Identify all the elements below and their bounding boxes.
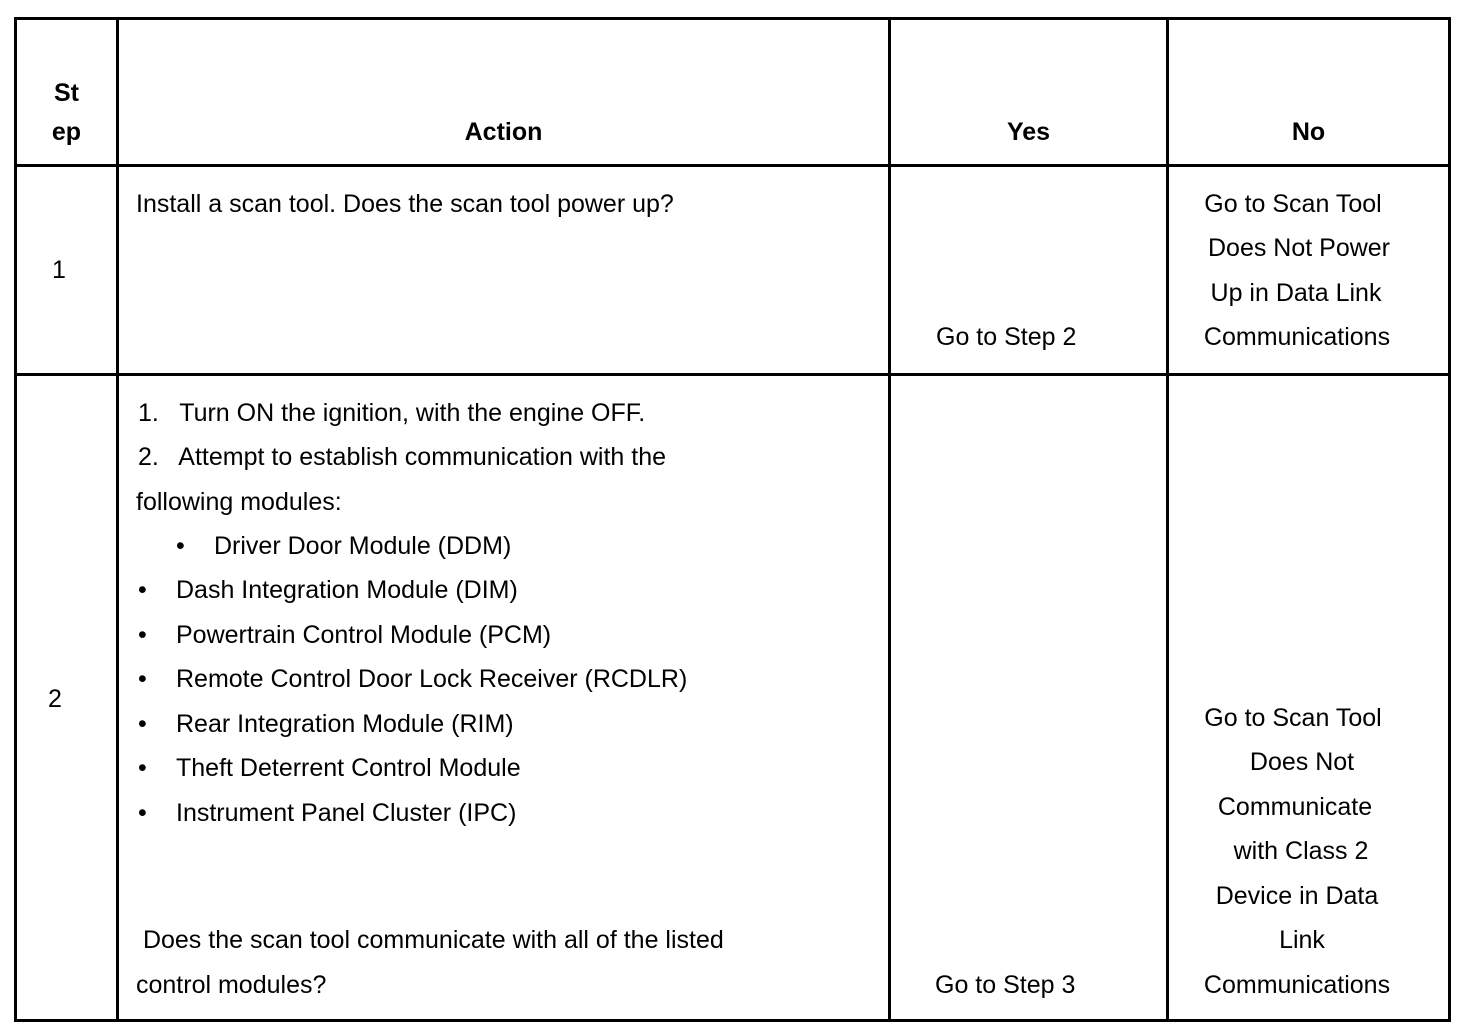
table-right-border: [1448, 17, 1451, 1022]
row2-no-line: with Class 2: [1233, 837, 1369, 865]
list-item: Instrument Panel Cluster (IPC): [176, 799, 517, 827]
row2-action-step: 1. Turn ON the ignition, with the engine OFF.: [138, 399, 646, 427]
table-top-border: [14, 17, 1451, 20]
row1-no-line: Does Not Power: [1207, 234, 1391, 262]
row2-question-line: Does the scan tool communicate with all of the listed: [136, 926, 724, 954]
step-column-divider: [116, 17, 119, 1022]
row1-no-line: Go to Scan Tool: [1204, 190, 1382, 218]
header-bottom-border: [14, 164, 1451, 167]
bullet-icon: •: [138, 799, 147, 827]
row2-no-line: Communications: [1203, 971, 1391, 999]
row1-no-line: Communications: [1203, 323, 1391, 351]
row2-no-line: Does Not: [1249, 748, 1355, 776]
row2-no-line: Link: [1279, 926, 1325, 954]
row2-no-line: Communicate: [1217, 793, 1373, 821]
list-item: Rear Integration Module (RIM): [176, 710, 514, 738]
bullet-icon: •: [176, 532, 185, 560]
table-bottom-border: [14, 1019, 1451, 1022]
bullet-icon: •: [138, 576, 147, 604]
bullet-icon: •: [138, 710, 147, 738]
table-left-border: [14, 17, 17, 1022]
row1-no-line: Up in Data Link: [1210, 279, 1382, 307]
row2-yes: Go to Step 3: [935, 971, 1076, 999]
row2-step: 2: [48, 685, 62, 713]
row1-step: 1: [52, 256, 66, 284]
row1-yes: Go to Step 2: [936, 323, 1077, 351]
list-item: Driver Door Module (DDM): [214, 532, 512, 560]
list-item: Dash Integration Module (DIM): [176, 576, 518, 604]
row2-no-line: Go to Scan Tool: [1204, 704, 1382, 732]
list-item: Theft Deterrent Control Module: [176, 754, 521, 782]
header-yes: Yes: [1006, 118, 1051, 146]
row1-bottom-border: [14, 373, 1451, 376]
list-item: Powertrain Control Module (PCM): [176, 621, 552, 649]
header-step-line1: St: [54, 79, 79, 107]
action-column-divider: [888, 17, 891, 1022]
row1-action: Install a scan tool. Does the scan tool power up?: [136, 190, 674, 218]
header-step-line2: ep: [51, 118, 82, 146]
bullet-icon: •: [138, 754, 147, 782]
row2-action-step: 2. Attempt to establish communication with the: [138, 443, 667, 471]
header-no: No: [1291, 118, 1326, 146]
row2-no-line: Device in Data: [1215, 882, 1379, 910]
row2-action-step: following modules:: [136, 488, 342, 516]
header-action: Action: [464, 118, 543, 146]
row2-question-line: control modules?: [136, 971, 327, 999]
bullet-icon: •: [138, 621, 147, 649]
list-item: Remote Control Door Lock Receiver (RCDLR): [176, 665, 688, 693]
bullet-icon: •: [138, 665, 147, 693]
